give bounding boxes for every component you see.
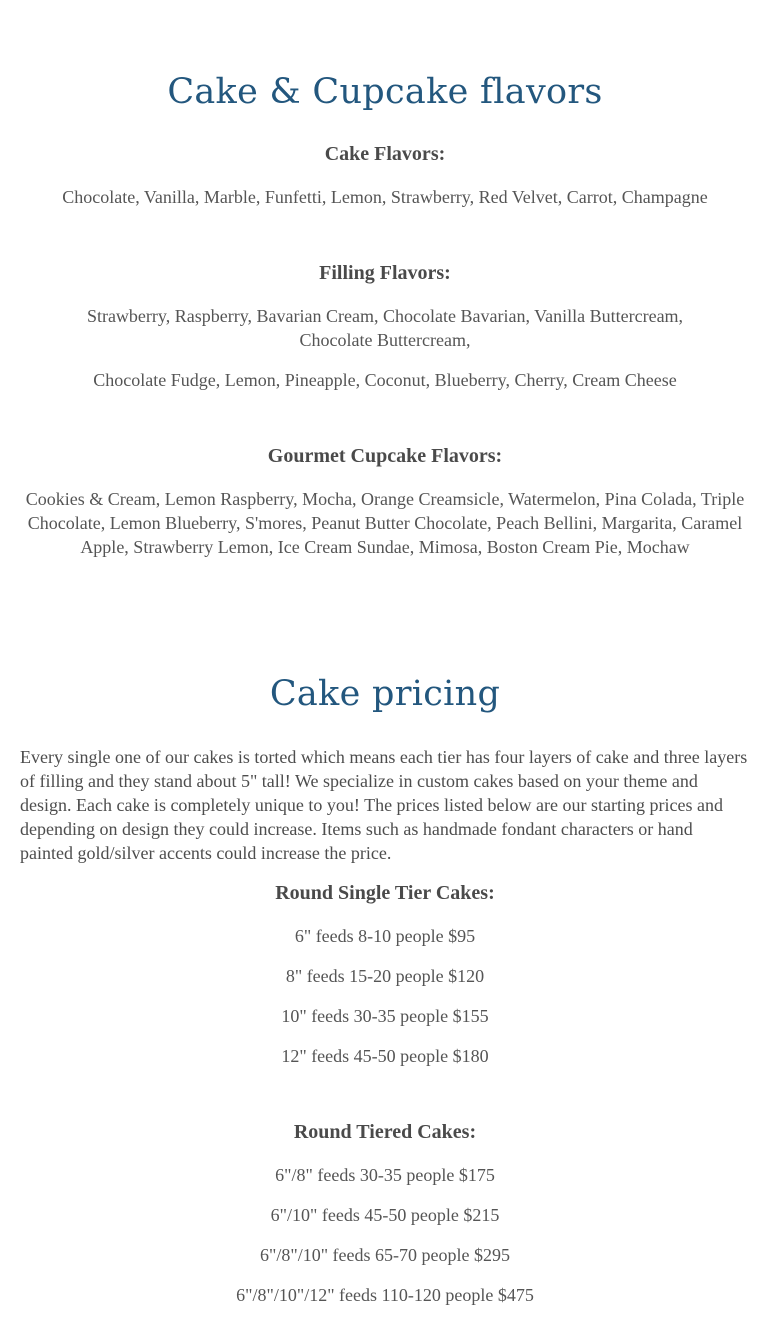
price-line: 6"/10" feeds 45-50 people $215 <box>270 1205 500 1225</box>
flavors-title: Cake & Cupcake flavors <box>167 72 603 112</box>
price-line: 6"/8" feeds 30-35 people $175 <box>275 1165 495 1185</box>
price-line: 6"/8"/10" feeds 65-70 people $295 <box>260 1245 510 1265</box>
gourmet-cupcake-list: Cookies & Cream, Lemon Raspberry, Mocha, Orange Creamsicle, Watermelon, Pina Colada, Triple Chocolate, Lemon Blueberry, S'mores, Peanut Butter Chocolate, Peach Bellini, Margarita, Caramel Apple, Strawberry Lemon, Ice Cream Sundae, Mimosa, Boston Cream Pie, Mochaw <box>25 489 745 557</box>
price-line: 6" feeds 8-10 people $95 <box>294 926 476 946</box>
pricing-title: Cake pricing <box>269 674 501 714</box>
filling-flavors-list-1: Strawberry, Raspberry, Bavarian Cream, Chocolate Bavarian, Vanilla Buttercream, Chocolate Buttercream, <box>86 306 684 350</box>
price-line: 12" feeds 45-50 people $180 <box>281 1046 489 1066</box>
cake-flavors-heading: Cake Flavors: <box>324 143 446 165</box>
filling-flavors-heading: Filling Flavors: <box>319 262 451 284</box>
filling-flavors-list-2: Chocolate Fudge, Lemon, Pineapple, Coconut, Blueberry, Cherry, Cream Cheese <box>93 370 677 390</box>
price-line: 10" feeds 30-35 people $155 <box>281 1006 489 1026</box>
price-line: 6"/8"/10"/12" feeds 110-120 people $475 <box>236 1285 534 1305</box>
single-tier-price-list <box>0 924 770 1084</box>
tiered-cakes-price-list <box>0 1163 770 1323</box>
pricing-intro-paragraph: Every single one of our cakes is torted which means each tier has four layers of cake and three layers of filling and they stand about 5" tall! We specialize in custom cakes based on your theme and design. Each cake is completely unique to you! The prices listed below are our starting prices and depending on design they could increase. Items such as handmade fondant characters or hand painted gold/silver accents could increase the price. <box>20 747 748 863</box>
cake-flavors-list: Chocolate, Vanilla, Marble, Funfetti, Lemon, Strawberry, Red Velvet, Carrot, Champagne <box>62 187 708 207</box>
gourmet-cupcake-heading: Gourmet Cupcake Flavors: <box>267 445 503 467</box>
price-line: 8" feeds 15-20 people $120 <box>285 966 485 986</box>
tiered-cakes-heading: Round Tiered Cakes: <box>293 1121 477 1143</box>
single-tier-heading: Round Single Tier Cakes: <box>275 882 495 904</box>
